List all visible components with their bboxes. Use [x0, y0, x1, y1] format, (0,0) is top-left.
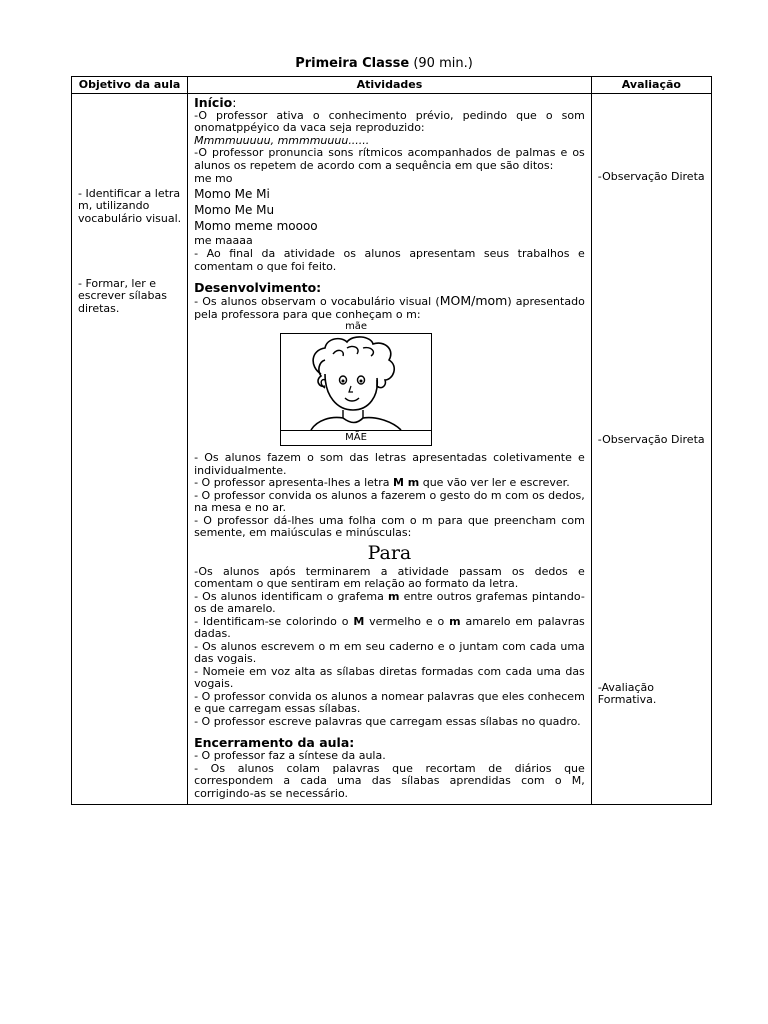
objective-2: - Formar, ler e escrever sílabas diretas.	[78, 276, 167, 315]
header-objetivo: Objetivo da aula	[72, 77, 188, 94]
evaluation-3: -Avaliação Formativa.	[597, 680, 657, 706]
desenvolvimento-paragraph-7: - Os alunos identificam o grafema m entre outros grafemas pintando-os de amarelo.	[194, 589, 585, 615]
syllable-line: Momo Me Mi	[194, 187, 270, 201]
desenvolvimento-paragraph-11: - O professor convida os alunos a nomear palavras que eles conhecem e que carregam essas sílabas.	[194, 689, 585, 715]
section-inicio-heading: Início:	[194, 94, 237, 110]
desenvolvimento-paragraph-4: - O professor convida os alunos a fazerem o gesto do m com os dedos, na mesa e no ar.	[194, 488, 585, 514]
inicio-paragraph-1: -O professor ativa o conhecimento prévio, pedindo que o som onomatppéyico da vaca seja reproduzido:	[194, 108, 585, 134]
table-header-row	[72, 77, 712, 94]
face-drawing-icon	[281, 334, 431, 430]
desenvolvimento-paragraph-2: - Os alunos fazem o som das letras apresentadas coletivamente e individualmente.	[194, 451, 585, 477]
vocabulary-image-card	[280, 321, 432, 446]
table-row	[72, 93, 712, 805]
desenvolvimento-paragraph-9: - Os alunos escrevem o m em seu caderno e o juntam com cada uma das vogais.	[194, 639, 585, 665]
image-caption-top: mãe	[345, 321, 368, 332]
section-desenvolvimento-heading: Desenvolvimento:	[194, 280, 322, 295]
desenvolvimento-paragraph-8: - Identificam-se colorindo o M vermelho e o m amarelo em palavras dadas.	[194, 614, 585, 640]
syllable-line: me maaaa	[194, 234, 253, 247]
page-title	[0, 56, 768, 71]
mother-face-illustration	[280, 333, 432, 431]
page-title-bold: Primeira Classe	[295, 56, 410, 71]
header-atividades: Atividades	[188, 77, 592, 94]
desenvolvimento-paragraph-10: - Nomeie em voz alta as sílabas diretas formadas com cada uma das vogais.	[194, 664, 585, 690]
encerramento-paragraph-2: - Os alunos colam palavras que recortam de diários que correspondem a cada uma das sílabas aprendidas com o M, corrigindo-as se necessário.	[194, 761, 585, 800]
syllable-line: Momo Me Mu	[194, 203, 275, 217]
inicio-paragraph-3: - Ao final da atividade os alunos apresentam seus trabalhos e comentam o que foi feito.	[194, 247, 585, 273]
objectives-cell	[72, 93, 188, 805]
syllable-line: me mo	[194, 172, 233, 185]
desenvolvimento-paragraph-1: - Os alunos observam o vocabulário visual (MOM/mom) apresentado pela professora para que conheçam o m:	[194, 293, 585, 321]
para-label: Para	[367, 541, 412, 564]
evaluation-2: -Observação Direta	[597, 432, 705, 446]
evaluation-1: -Observação Direta	[597, 169, 705, 183]
desenvolvimento-paragraph-5: - O professor dá-lhes uma folha com o m para que preencham com semente, em maiúsculas e minúsculas:	[194, 513, 585, 539]
evaluation-cell	[591, 93, 711, 805]
inicio-paragraph-2: -O professor pronuncia sons rítmicos acompanhados de palmas e os alunos os repetem de acordo com a sequência em que são ditos:	[194, 146, 585, 172]
objective-1: - Identificar a letra m, utilizando vocabulário visual.	[78, 186, 182, 225]
page-title-duration: (90 min.)	[409, 56, 473, 71]
section-encerramento-heading: Encerramento da aula:	[194, 735, 355, 750]
desenvolvimento-paragraph-3: - O professor apresenta-lhes a letra M m que vão ver ler e escrever.	[194, 476, 570, 489]
header-avaliacao: Avaliação	[591, 77, 711, 94]
desenvolvimento-paragraph-12: - O professor escreve palavras que carregam essas sílabas no quadro.	[194, 714, 581, 728]
encerramento-paragraph-1: - O professor faz a síntese da aula.	[194, 749, 386, 762]
inicio-onomatopoeia: Mmmmuuuuu, mmmmuuuu......	[194, 133, 370, 147]
syllable-line: Momo meme moooo	[194, 219, 318, 233]
activities-cell	[188, 93, 592, 805]
image-caption-bottom: MÃE	[280, 431, 432, 446]
lesson-plan-table	[71, 76, 712, 805]
desenvolvimento-paragraph-6: -Os alunos após terminarem a atividade passam os dedos e comentam o que sentiram em relação ao formato da letra.	[194, 564, 585, 590]
